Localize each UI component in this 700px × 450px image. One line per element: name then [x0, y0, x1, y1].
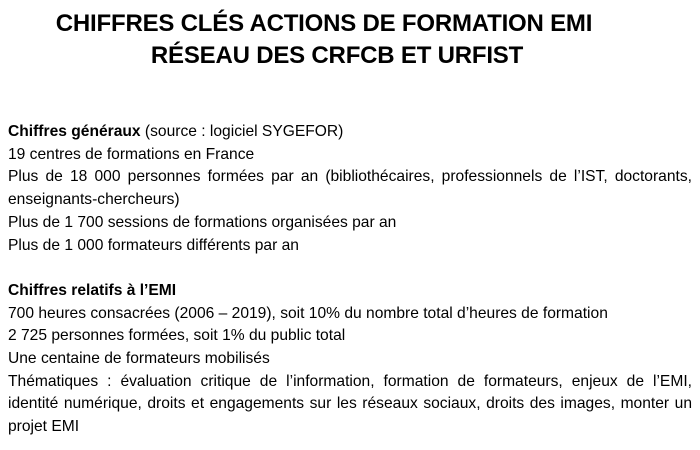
- general-figures-heading-line: [8, 121, 692, 144]
- list-item: Une centaine de formateurs mobilisés: [8, 350, 270, 368]
- document-title: [0, 8, 700, 72]
- emi-figures-section: [8, 280, 692, 439]
- list-item: 700 heures consacrées (2006 – 2019), soit 10% du nombre total d’heures de formation: [8, 304, 608, 322]
- general-figures-source: (source : logiciel SYGEFOR): [140, 123, 344, 140]
- list-item: Thématiques : évaluation critique de l’information, formation de formateurs, enjeux de l’EMI, identité numérique, droits et engagements sur les réseaux sociaux, droits des images, monter un projet EMI: [8, 372, 692, 436]
- list-item: 2 725 personnes formées, soit 1% du public total: [8, 327, 346, 345]
- list-item: Plus de 18 000 personnes formées par an (bibliothécaires, professionnels de l’IST, doctorants, enseignants-chercheurs): [8, 168, 692, 209]
- title-line-1: CHIFFRES CLÉS ACTIONS DE FORMATION EMI: [55, 10, 593, 37]
- list-item: 19 centres de formations en France: [8, 145, 255, 163]
- general-figures-heading: Chiffres généraux: [8, 123, 141, 140]
- document-body: [8, 121, 692, 439]
- list-item: Plus de 1 000 formateurs différents par an: [8, 236, 299, 254]
- title-line-2: RÉSEAU DES CRFCB ET URFIST: [150, 42, 524, 69]
- list-item: Plus de 1 700 sessions de formations organisées par an: [8, 213, 397, 231]
- general-figures-section: [8, 121, 692, 257]
- emi-figures-heading: Chiffres relatifs à l’EMI: [8, 281, 177, 299]
